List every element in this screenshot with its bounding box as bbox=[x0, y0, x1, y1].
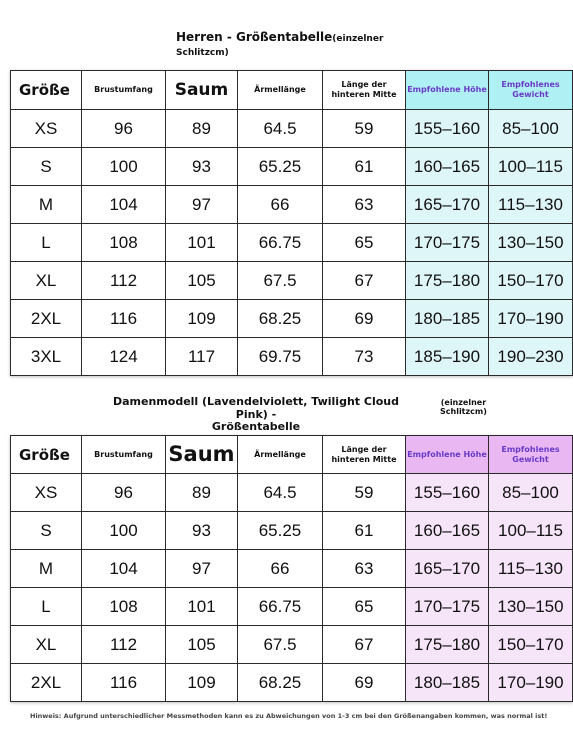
cell-hem: 105 bbox=[166, 626, 238, 664]
cell-size: S bbox=[11, 148, 82, 186]
header-back-length: Länge der hinteren Mitte bbox=[323, 436, 406, 474]
cell-hem: 101 bbox=[166, 588, 238, 626]
cell-weight: 170–190 bbox=[489, 300, 573, 338]
cell-height: 165–170 bbox=[406, 186, 489, 224]
header-size: Größe bbox=[11, 71, 82, 110]
cell-back: 61 bbox=[323, 148, 406, 186]
header-size: Größe bbox=[11, 436, 82, 474]
cell-height: 170–175 bbox=[406, 224, 489, 262]
cell-size: XL bbox=[11, 626, 82, 664]
cell-hem: 97 bbox=[166, 186, 238, 224]
cell-sleeve: 66 bbox=[238, 186, 323, 224]
cell-back: 65 bbox=[323, 224, 406, 262]
cell-sleeve: 68.25 bbox=[238, 664, 323, 702]
cell-back: 61 bbox=[323, 512, 406, 550]
cell-chest: 104 bbox=[82, 186, 166, 224]
men-header-row bbox=[11, 71, 573, 110]
measurement-note: Hinweis: Aufgrund unterschiedlicher Messmethoden kann es zu Abweichungen von 1-3 cm bei den Größenangaben kommen, was normal ist! bbox=[30, 712, 548, 720]
header-rec-height: Empfohlene Höhe bbox=[406, 436, 489, 474]
women-chart-title-line1: Damenmodell (Lavendelviolett, Twilight Cloud Pink) - bbox=[113, 395, 399, 421]
cell-back: 59 bbox=[323, 474, 406, 512]
cell-height: 180–185 bbox=[406, 664, 489, 702]
cell-back: 65 bbox=[323, 588, 406, 626]
cell-hem: 89 bbox=[166, 110, 238, 148]
cell-height: 160–165 bbox=[406, 512, 489, 550]
cell-size: S bbox=[11, 512, 82, 550]
cell-size: XL bbox=[11, 262, 82, 300]
cell-chest: 112 bbox=[82, 626, 166, 664]
header-rec-weight: Empfohlenes Gewicht bbox=[489, 71, 573, 110]
cell-weight: 130–150 bbox=[489, 224, 573, 262]
cell-chest: 112 bbox=[82, 262, 166, 300]
cell-weight: 115–130 bbox=[489, 186, 573, 224]
cell-chest: 124 bbox=[82, 338, 166, 376]
cell-weight: 115–130 bbox=[489, 550, 573, 588]
cell-sleeve: 65.25 bbox=[238, 512, 323, 550]
cell-size: 2XL bbox=[11, 300, 82, 338]
cell-hem: 93 bbox=[166, 148, 238, 186]
cell-size: L bbox=[11, 224, 82, 262]
cell-hem: 109 bbox=[166, 664, 238, 702]
cell-hem: 117 bbox=[166, 338, 238, 376]
cell-chest: 108 bbox=[82, 588, 166, 626]
cell-height: 165–170 bbox=[406, 550, 489, 588]
cell-chest: 104 bbox=[82, 550, 166, 588]
cell-size: L bbox=[11, 588, 82, 626]
table-row bbox=[11, 550, 573, 588]
cell-height: 175–180 bbox=[406, 262, 489, 300]
table-row bbox=[11, 664, 573, 702]
cell-back: 69 bbox=[323, 664, 406, 702]
cell-back: 67 bbox=[323, 626, 406, 664]
table-row bbox=[11, 148, 573, 186]
table-row bbox=[11, 110, 573, 148]
cell-size: 2XL bbox=[11, 664, 82, 702]
women-header-row bbox=[11, 436, 573, 474]
header-rec-weight: Empfohlenes Gewicht bbox=[489, 436, 573, 474]
cell-sleeve: 65.25 bbox=[238, 148, 323, 186]
women-size-table bbox=[10, 435, 573, 702]
cell-weight: 130–150 bbox=[489, 588, 573, 626]
cell-chest: 116 bbox=[82, 664, 166, 702]
cell-size: M bbox=[11, 186, 82, 224]
table-row bbox=[11, 224, 573, 262]
table-row bbox=[11, 262, 573, 300]
cell-chest: 108 bbox=[82, 224, 166, 262]
header-chest: Brustumfang bbox=[82, 71, 166, 110]
table-row bbox=[11, 186, 573, 224]
cell-hem: 89 bbox=[166, 474, 238, 512]
cell-hem: 101 bbox=[166, 224, 238, 262]
table-row bbox=[11, 474, 573, 512]
cell-sleeve: 68.25 bbox=[238, 300, 323, 338]
cell-height: 155–160 bbox=[406, 110, 489, 148]
header-back-length: Länge der hinteren Mitte bbox=[323, 71, 406, 110]
cell-height: 160–165 bbox=[406, 148, 489, 186]
cell-chest: 96 bbox=[82, 110, 166, 148]
cell-height: 170–175 bbox=[406, 588, 489, 626]
header-sleeve: Ärmellänge bbox=[238, 71, 323, 110]
women-chart-title-note: (einzelner Schlitzcm) bbox=[440, 398, 487, 417]
cell-back: 67 bbox=[323, 262, 406, 300]
cell-sleeve: 66 bbox=[238, 550, 323, 588]
cell-back: 69 bbox=[323, 300, 406, 338]
cell-sleeve: 66.75 bbox=[238, 224, 323, 262]
header-hem: Saum bbox=[166, 436, 238, 474]
women-chart-title bbox=[96, 396, 416, 434]
cell-weight: 85–100 bbox=[489, 474, 573, 512]
cell-chest: 116 bbox=[82, 300, 166, 338]
men-chart-title-text: Herren - Größentabelle bbox=[176, 30, 333, 44]
cell-back: 59 bbox=[323, 110, 406, 148]
cell-size: M bbox=[11, 550, 82, 588]
cell-weight: 100–115 bbox=[489, 148, 573, 186]
women-chart-title-line2: Größentabelle bbox=[211, 420, 301, 434]
cell-back: 63 bbox=[323, 186, 406, 224]
header-rec-height: Empfohlene Höhe bbox=[406, 71, 489, 110]
cell-height: 175–180 bbox=[406, 626, 489, 664]
header-hem: Saum bbox=[166, 71, 238, 110]
header-chest: Brustumfang bbox=[82, 436, 166, 474]
cell-hem: 97 bbox=[166, 550, 238, 588]
cell-size: 3XL bbox=[11, 338, 82, 376]
cell-height: 185–190 bbox=[406, 338, 489, 376]
cell-hem: 105 bbox=[166, 262, 238, 300]
cell-hem: 109 bbox=[166, 300, 238, 338]
cell-chest: 100 bbox=[82, 512, 166, 550]
cell-sleeve: 69.75 bbox=[238, 338, 323, 376]
table-row bbox=[11, 626, 573, 664]
cell-size: XS bbox=[11, 110, 82, 148]
cell-weight: 150–170 bbox=[489, 626, 573, 664]
cell-sleeve: 64.5 bbox=[238, 110, 323, 148]
cell-sleeve: 66.75 bbox=[238, 588, 323, 626]
cell-weight: 85–100 bbox=[489, 110, 573, 148]
cell-size: XS bbox=[11, 474, 82, 512]
cell-height: 155–160 bbox=[406, 474, 489, 512]
cell-weight: 170–190 bbox=[489, 664, 573, 702]
cell-back: 63 bbox=[323, 550, 406, 588]
cell-sleeve: 67.5 bbox=[238, 626, 323, 664]
men-size-table bbox=[10, 70, 573, 376]
cell-weight: 190–230 bbox=[489, 338, 573, 376]
cell-height: 180–185 bbox=[406, 300, 489, 338]
table-row bbox=[11, 338, 573, 376]
table-row bbox=[11, 512, 573, 550]
cell-weight: 150–170 bbox=[489, 262, 573, 300]
cell-chest: 96 bbox=[82, 474, 166, 512]
cell-sleeve: 67.5 bbox=[238, 262, 323, 300]
table-row bbox=[11, 300, 573, 338]
cell-sleeve: 64.5 bbox=[238, 474, 323, 512]
men-chart-title bbox=[176, 31, 406, 59]
cell-weight: 100–115 bbox=[489, 512, 573, 550]
table-row bbox=[11, 588, 573, 626]
cell-back: 73 bbox=[323, 338, 406, 376]
cell-chest: 100 bbox=[82, 148, 166, 186]
men-chart-title-note: (einzelner Schlitzcm) bbox=[176, 34, 384, 58]
cell-hem: 93 bbox=[166, 512, 238, 550]
header-sleeve: Ärmellänge bbox=[238, 436, 323, 474]
